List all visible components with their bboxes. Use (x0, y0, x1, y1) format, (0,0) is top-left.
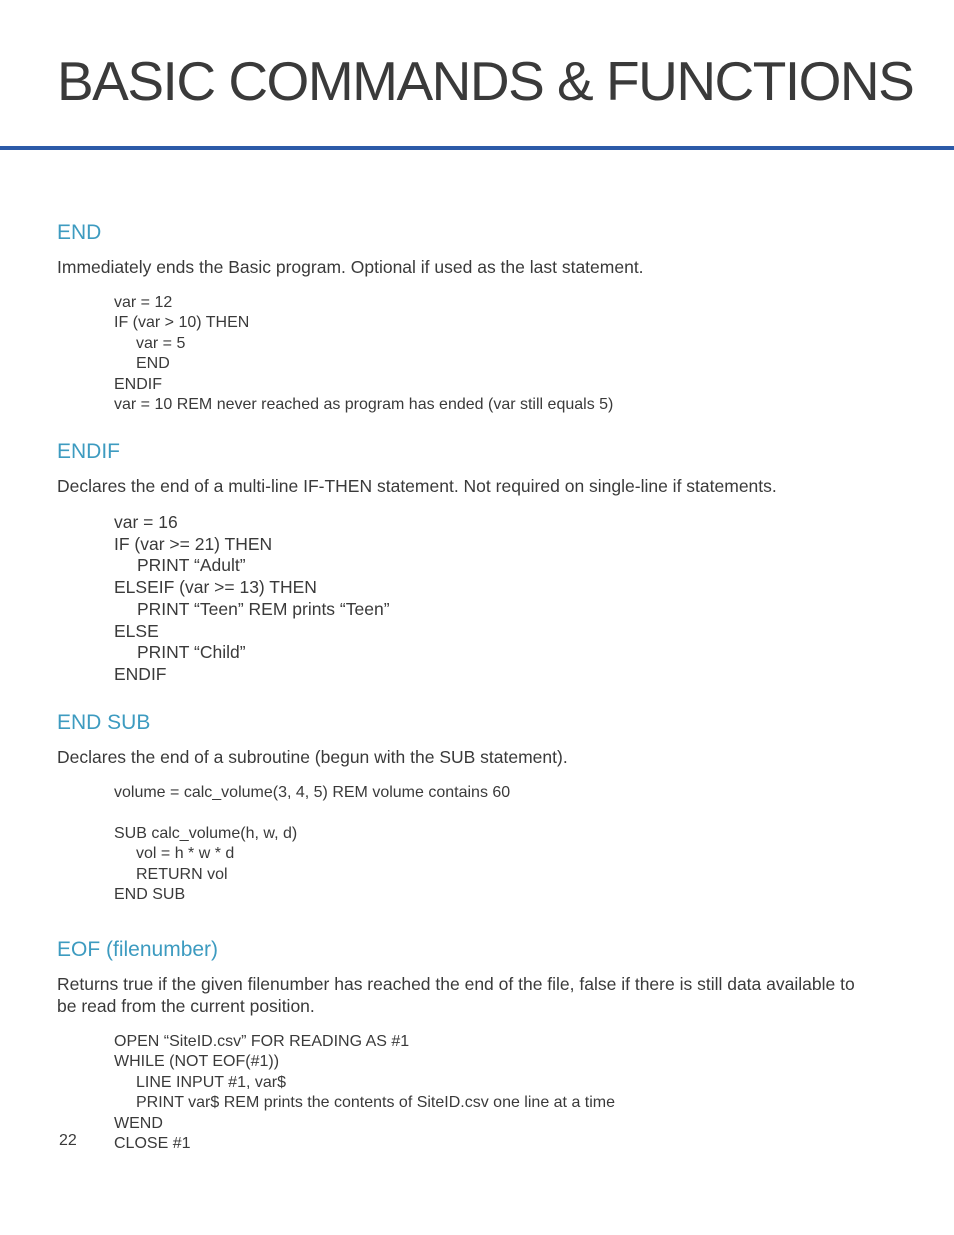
title-divider (0, 146, 954, 150)
code-line: END SUB (114, 886, 186, 904)
code-line: ENDIF (114, 663, 167, 684)
section-description-endif: Declares the end of a multi-line IF-THEN statement. Not required on single-line if statements. (57, 476, 777, 496)
code-line: vol = h * w * d (136, 845, 235, 863)
code-line: PRINT “Child” (137, 642, 246, 663)
code-line: LINE INPUT #1, var$ (136, 1073, 286, 1091)
code-line: var = 12 (114, 294, 173, 311)
code-line: PRINT “Adult” (137, 555, 246, 576)
code-line: WEND (114, 1114, 163, 1132)
code-line: PRINT “Teen” REM prints “Teen” (137, 598, 390, 619)
code-line: PRINT var$ REM prints the contents of SiteID.csv one line at a time (136, 1094, 616, 1112)
code-line: RETURN vol (136, 865, 228, 883)
code-line: WHILE (NOT EOF(#1)) (114, 1053, 280, 1071)
section-description-end: Immediately ends the Basic program. Optional if used as the last statement. (57, 257, 644, 277)
code-block-eof (114, 1032, 615, 1154)
code-line: CLOSE #1 (114, 1135, 191, 1153)
code-line: ELSE (114, 620, 159, 641)
code-line: ELSEIF (var >= 13) THEN (114, 577, 317, 598)
page-number: 22 (59, 1132, 77, 1149)
section-description-end-sub: Declares the end of a subroutine (begun with the SUB statement). (57, 747, 568, 767)
code-line: SUB calc_volume(h, w, d) (114, 824, 298, 842)
page-title: BASIC COMMANDS & FUNCTIONS (57, 50, 914, 112)
code-line: ENDIF (114, 375, 162, 393)
code-line: END (136, 355, 170, 373)
code-block-end (114, 293, 613, 415)
section-heading-end-sub: END SUB (57, 711, 151, 734)
code-line: var = 16 (114, 512, 178, 532)
code-line: var = 5 (136, 334, 186, 352)
section-heading-end: END (57, 221, 102, 244)
section-description-eof: Returns true if the given filenumber has reached the end of the file, false if there is still data available to be read from the current position. (57, 974, 855, 1016)
code-line: volume = calc_volume(3, 4, 5) REM volume contains 60 (114, 784, 511, 801)
code-line: IF (var > 10) THEN (114, 314, 250, 332)
code-block-endif (114, 512, 390, 686)
section-heading-eof: EOF (filenumber) (57, 938, 219, 961)
code-block-end-sub (114, 783, 510, 905)
code-blank-line (114, 803, 510, 823)
code-line: var = 10 REM never reached as program has ended (var still equals 5) (114, 396, 614, 414)
section-heading-endif: ENDIF (57, 440, 120, 463)
code-line: IF (var >= 21) THEN (114, 533, 273, 554)
code-line: OPEN “SiteID.csv” FOR READING AS #1 (114, 1033, 410, 1050)
